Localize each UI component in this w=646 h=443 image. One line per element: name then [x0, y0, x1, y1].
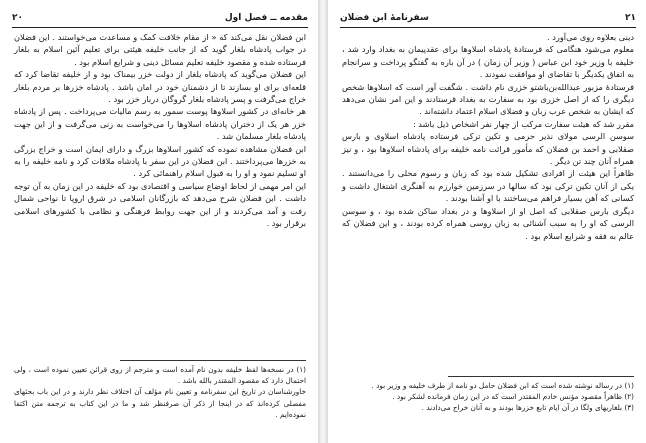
- right-footnote-2: (۲) ظاهراً مقصود مؤنس خادم المقتدر است که در این زمان فرمانده لشکر بود .: [392, 392, 634, 402]
- left-footnotes: [14, 364, 306, 420]
- left-page: [0, 0, 318, 443]
- right-paragraph-4: مقرر شد که هیئت سفارت مرکب از چهار نفر اشخاص ذیل باشد :: [412, 118, 634, 129]
- right-paragraph-2: معلوم می‌شود هنگامی که فرستادهٔ پادشاه اسلاوها برای عقدپیمان به بغداد وارد شد ، خلیفه با وزیر خود ابن عباس ( وزیر آن زمان ) در آن باره به گفتگو پرداخت و سرانجام به اتفاق یکدیگر با تقاضای او موافقت نمودند .: [342, 44, 634, 80]
- left-header-rule: [12, 27, 308, 28]
- left-paragraph-3: هر خانه‌ای در کشور اسلاوها پوست سمور به رسم مالیات می‌پرداخت . پس از پادشاه خزر هر یک از دختران پادشاه اسلاوها را می‌خواست به زنی می‌گرفت و از این جهت پادشاه بلغار مسلمان شد .: [14, 106, 306, 142]
- right-page-header: [340, 10, 636, 26]
- left-paragraph-1: ابن فضلان نقل می‌کند که « از مقام خلافت کمک و مساعدت می‌خواستند . این فضلان در جواب پادشاه بلغار گوید که از جانب خلیفه هیئتی برای تعلیم آئین اسلام به بلغار فرستاده شده و مقصود خلیفه تعلیم مسائل دینی و شرایع اسلام بود .: [14, 32, 306, 67]
- right-page: [328, 0, 646, 443]
- right-footnote-3: (۳) بلغاریهای ولگا در آن ایام تابع خزرها بودند و به آنان خراج می‌دادند .: [421, 403, 634, 413]
- right-footnote-1: (۱) در رساله نوشته شده است که ابن فضلان حامل دو نامه از طرف خلیفه و وزیر بود .: [371, 381, 634, 390]
- right-paragraph-5: سوسن الرسی مولای نذیر حرمی و تکین ترکی فرستاده پادشاه اسلاوی و بارس صقلابی و احمد بن فضلان که مأمور قرائت نامه خلیفه برای پادشاه اسلاوها بود ، و نیز همراه آنان چند تن دیگر .: [342, 131, 634, 167]
- left-paragraph-4: ابن فضلان مشاهده نموده که کشور اسلاوها بزرگ و دارای ایمان است و خراج بزرگی به خزرها می‌پرداختند . ابن فضلان در این سفر با پادشاه ملاقات کرد و نامه خلیفه را به او تسلیم نمود و او را به قبول اسلام راهنمائی کرد .: [14, 143, 306, 179]
- left-footnote-1: (۱) در نسخه‌ها لفظ خلیفه بدون نام آمده است و مترجم از روی قرائن تعیین نموده است ، ولی احتمال دارد که مقصود المقتدر بالله باشد .: [14, 365, 306, 386]
- left-running-title: مقدمه ــ فصل اول: [224, 13, 308, 23]
- right-footnotes: [342, 380, 634, 414]
- right-paragraph-6: ظاهراً این هیئت از افرادی تشکیل شده بود که زبان و رسوم محلی را می‌دانستند . یکی از آنان تکین ترکی بود که سالها در سرزمین خوارزم به آهنگری اشتغال داشت و کسانی که آهن بسیار فراهم می‌ساختند با او آشنا بودند .: [342, 168, 634, 204]
- right-footnote-rule: [448, 376, 634, 377]
- book-gutter: [318, 0, 328, 443]
- right-header-rule: [340, 27, 636, 28]
- left-page-header: [12, 10, 308, 26]
- right-paragraph-3: فرستادهٔ مزبور عبدالله‌بن‌باشتو خزری نام داشت . شگفت آور است که اسلاوها شخص دیگری را که از اصل خزری بود به سفارت به بغداد فرستادند و این امر نشان می‌دهد که ایشان به شخص عرب زبان و فضلای اسلام اعتماد داشته‌اند .: [342, 81, 634, 117]
- left-paragraph-2: این فضلان می‌گوید که پادشاه بلغار از دولت خزر بیمناک بود و از خلیفه تقاضا کرد که قلعه‌ای برای او بسازند تا از دشمنان خود در امان باشد . پادشاه خزرها بر مردم بلغار خراج می‌گرفت و پسر پادشاه بلغار گروگان دربار خزر بود .: [14, 69, 306, 105]
- right-running-title: سفرنامهٔ ابن فضلان: [340, 13, 429, 23]
- right-page-body: [342, 31, 634, 242]
- left-page-number: ۲۰: [12, 13, 23, 23]
- right-paragraph-1: دینی بعلاوه روی می‌آورد .: [547, 32, 634, 42]
- right-paragraph-7: دیگری بارس صقلابی که اصل او از اسلاوها و در بغداد ساکن شده بود ، و سوسن الرسی که او را به سبب آشنائی به زبان روسی همراه کرده بودند ، و این فضلان که عالم به فقه و شرایع اسلام بود .: [342, 205, 634, 241]
- right-page-number: ۲۱: [625, 13, 636, 23]
- left-footnote-rule: [120, 360, 306, 361]
- left-page-body: [14, 31, 306, 230]
- left-paragraph-5: این امر مهمی از لحاظ اوضاع سیاسی و اقتصادی بود که خلیفه در این زمان به آن توجه داشت . ابن فضلان شرح می‌دهد که بازرگانان اسلامی در شرق اروپا تا نواحی شمال رفت و آمد می‌کردند و از این جهت روابط فرهنگی و نظامی با کشورهای اسلامی برقرار بود .: [14, 180, 306, 229]
- left-footnote-2: خاورشناسان در تاریخ این سفرنامه و تعیین نام مؤلف آن اختلاف نظر دارند و در این باب بحثهای مفصلی کرده‌اند که در اینجا از ذکر آن صرفنظر شد و ما در این کتاب به ترجمه متن اکتفا نموده‌ایم .: [14, 387, 306, 419]
